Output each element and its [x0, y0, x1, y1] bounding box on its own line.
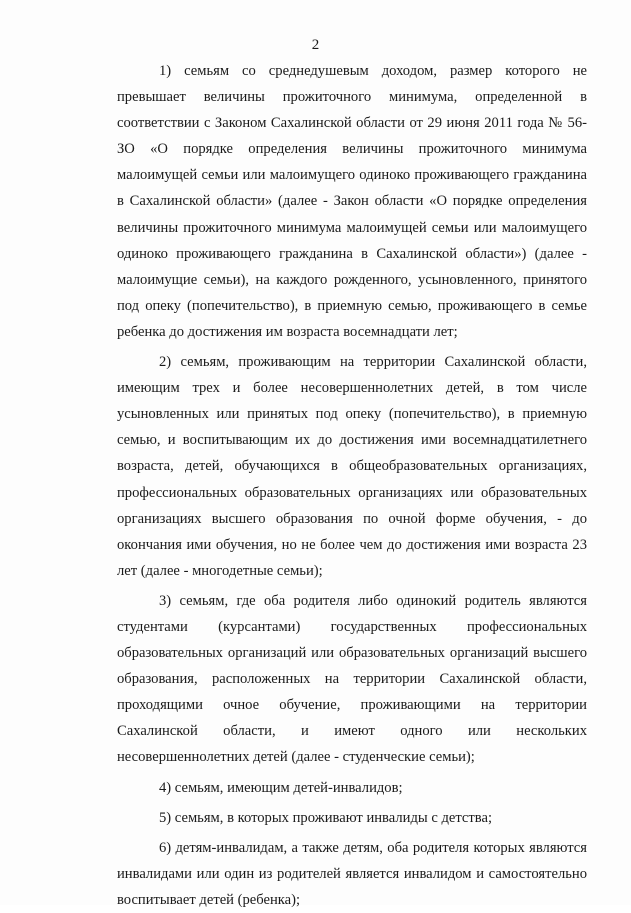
paragraph-2: 2) семьям, проживающим на территории Сахалинской области, имеющим трех и более несовершеннолетних детей, в том числе усыновленных или принятых под опеку (попечительство), в приемную семью, и воспитывающим их до достижения ими восемнадцатилетнего возраста, детей, обучающихся в общеобразовательных организациях, профессиональных образовательных организациях или образовательных организациях высшего образования по очной форме обучения, - до окончания ими обучения, но не более чем до достижения ими возраста 23 лет (далее - многодетные семьи);: [117, 354, 587, 579]
paragraph-6: 6) детям-инвалидам, а также детям, оба родителя которых являются инвалидами или один из родителей является инвалидом и самостоятельно воспитывает детей (ребенка);: [117, 839, 587, 908]
paragraph-1: 1) семьям со среднедушевым доходом, размер которого не превышает величины прожиточного минимума, определенной в соответствии с Законом Сахалинской области от 29 июня 2011 года № 56-ЗО «О порядке определения величины прожиточного минимума малоимущей семьи или малоимущего одиноко проживающего гражданина в Сахалинской области» (далее - Закон области «О порядке определения величины прожиточного минимума малоимущей семьи или малоимущего одиноко проживающего гражданина в Сахалинской области») (далее - малоимущие семьи), на каждого рожденного, усыновленного, принятого под опеку (попечительство), в приемную семью, проживающего в семье ребенка до достижения им возраста восемнадцати лет;: [117, 63, 587, 340]
page-number: 2: [311, 37, 320, 53]
paragraph-5: 5) семьям, в которых проживают инвалиды с детства;: [159, 809, 493, 826]
document-body: [117, 58, 587, 913]
paragraph-4: 4) семьям, имеющим детей-инвалидов;: [159, 779, 403, 796]
paragraph-3: 3) семьям, где оба родителя либо одинокий родитель являются студентами (курсантами) государственных профессиональных образовательных организаций или образовательных организаций высшего образования, расположенных на территории Сахалинской области, проходящими очное обучение, проживающими на территории Сахалинской области, и имеют одного или нескольких несовершеннолетних детей (далее - студенческие семьи);: [117, 592, 587, 766]
